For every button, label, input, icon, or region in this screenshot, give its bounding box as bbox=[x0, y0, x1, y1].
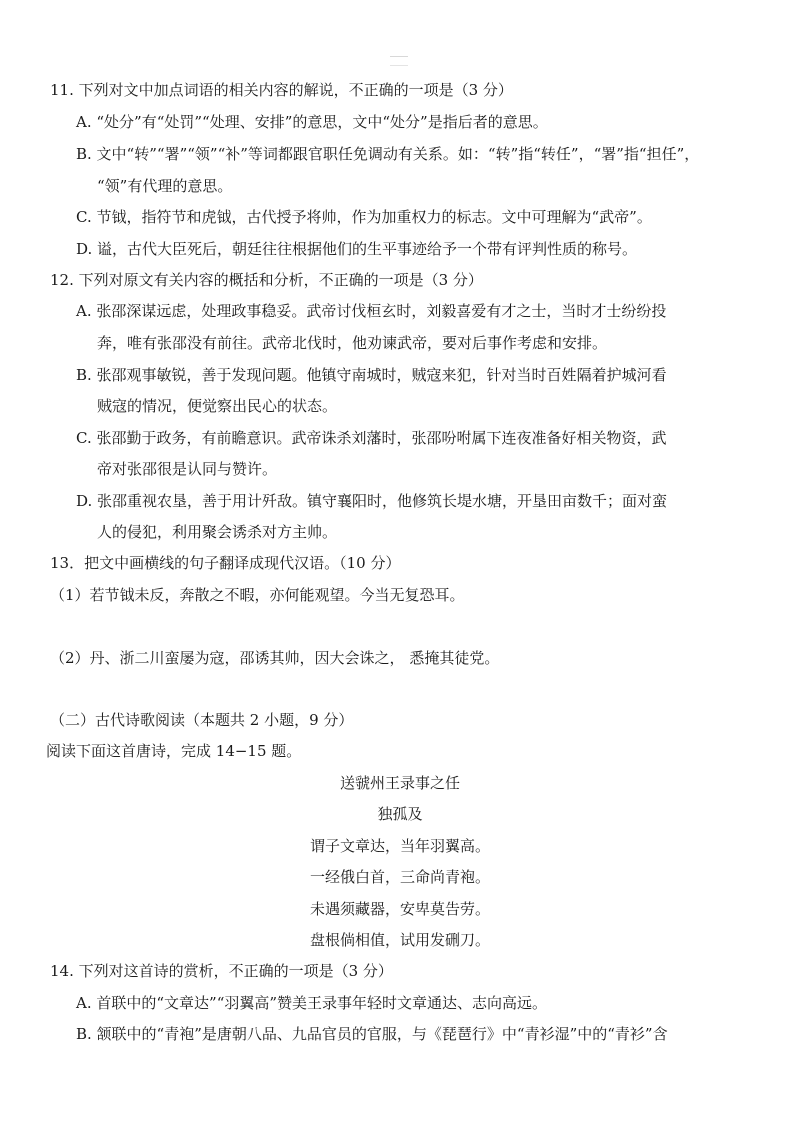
section2-intro: 阅读下面这首唐诗，完成 14−15 题。 bbox=[46, 742, 302, 760]
q12-option-c: C. 张邵勤于政务，有前瞻意识。武帝诛杀刘藩时，张邵吩咐属下连夜准备好相关物资，武 bbox=[76, 429, 667, 447]
q12-option-a: A. 张邵深谋远虑，处理政事稳妥。武帝讨伐桓玄时，刘毅喜爱有才之士，当时才士纷纷投 bbox=[76, 302, 667, 320]
q12-stem: 12. 下列对原文有关内容的概括和分析，不正确的一项是（3 分） bbox=[50, 271, 483, 289]
q12-option-b: B. 张邵观事敏锐，善于发现问题。他镇守南城时，贼寇来犯，针对当时百姓隔着护城河看 bbox=[76, 366, 667, 384]
poem-line: 一经俄白首，三命尚青袍。 bbox=[309, 868, 490, 886]
q11-option-b: B. 文中“转”“署”“领”“补”等词都跟官职任免调动有关系。如：“转”指“转任”，“署”指“担任”， bbox=[76, 145, 700, 163]
q14-option-a: A. 首联中的“文章达”“羽翼高”赞美王录事年轻时文章通达、志向高远。 bbox=[76, 994, 548, 1012]
poem-title: 送虢州王录事之任 bbox=[339, 774, 460, 792]
q11-option-d: D. 谥，古代大臣死后，朝廷往往根据他们的生平事迹给予一个带有评判性质的称号。 bbox=[76, 240, 638, 258]
q14-stem: 14. 下列对这首诗的赏析，不正确的一项是（3 分） bbox=[50, 962, 393, 980]
poem-line: 谓子文章达，当年羽翼高。 bbox=[309, 837, 490, 855]
q13-sentence-2: （2）丹、浙二川蛮屡为寇，邵诱其帅，因大会诛之， 悉掩其徒党。 bbox=[50, 649, 500, 667]
q11-option-a: A. “处分”有“处罚”“处理、安排”的意思，文中“处分”是指后者的意思。 bbox=[76, 113, 548, 131]
q11-option-b-cont: “领”有代理的意思。 bbox=[97, 177, 233, 195]
page-header-mark bbox=[390, 56, 408, 66]
q12-option-d: D. 张邵重视农垦，善于用计歼敌。镇守襄阳时，他修筑长堤水塘，开垦田亩数千；面对蛮 bbox=[76, 492, 668, 510]
q12-option-d-cont: 人的侵犯，利用聚会诱杀对方主帅。 bbox=[97, 523, 338, 541]
section2-heading: （二）古代诗歌阅读（本题共 2 小题，9 分） bbox=[50, 711, 354, 729]
q11-option-c: C. 节钺，指符节和虎钺，古代授予将帅，作为加重权力的标志。文中可理解为“武帝”。 bbox=[76, 208, 652, 226]
q14-option-b: B. 颔联中的“青袍”是唐朝八品、九品官员的官服，与《琵琶行》中“青衫湿”中的“青衫”含 bbox=[76, 1025, 668, 1043]
poem-line: 未遇须藏器，安卑莫告劳。 bbox=[309, 900, 490, 918]
q13-sentence-1: （1）若节钺未反，奔散之不暇，亦何能观望。今当无复恐耳。 bbox=[50, 586, 465, 604]
q12-option-a-cont: 奔，唯有张邵没有前往。武帝北伐时，他劝谏武帝，要对后事作考虑和安排。 bbox=[97, 334, 608, 352]
q12-option-c-cont: 帝对张邵很是认同与赞许。 bbox=[97, 460, 278, 478]
poem-line: 盘根倘相值，试用发硎刀。 bbox=[309, 931, 490, 949]
q12-option-b-cont: 贼寇的情况，便觉察出民心的状态。 bbox=[97, 397, 338, 415]
poem-author: 独孤及 bbox=[377, 805, 423, 823]
q13-stem: 13．把文中画横线的句子翻译成现代汉语。（10 分） bbox=[50, 554, 401, 572]
q11-stem: 11. 下列对文中加点词语的相关内容的解说，不正确的一项是（3 分） bbox=[50, 81, 513, 99]
